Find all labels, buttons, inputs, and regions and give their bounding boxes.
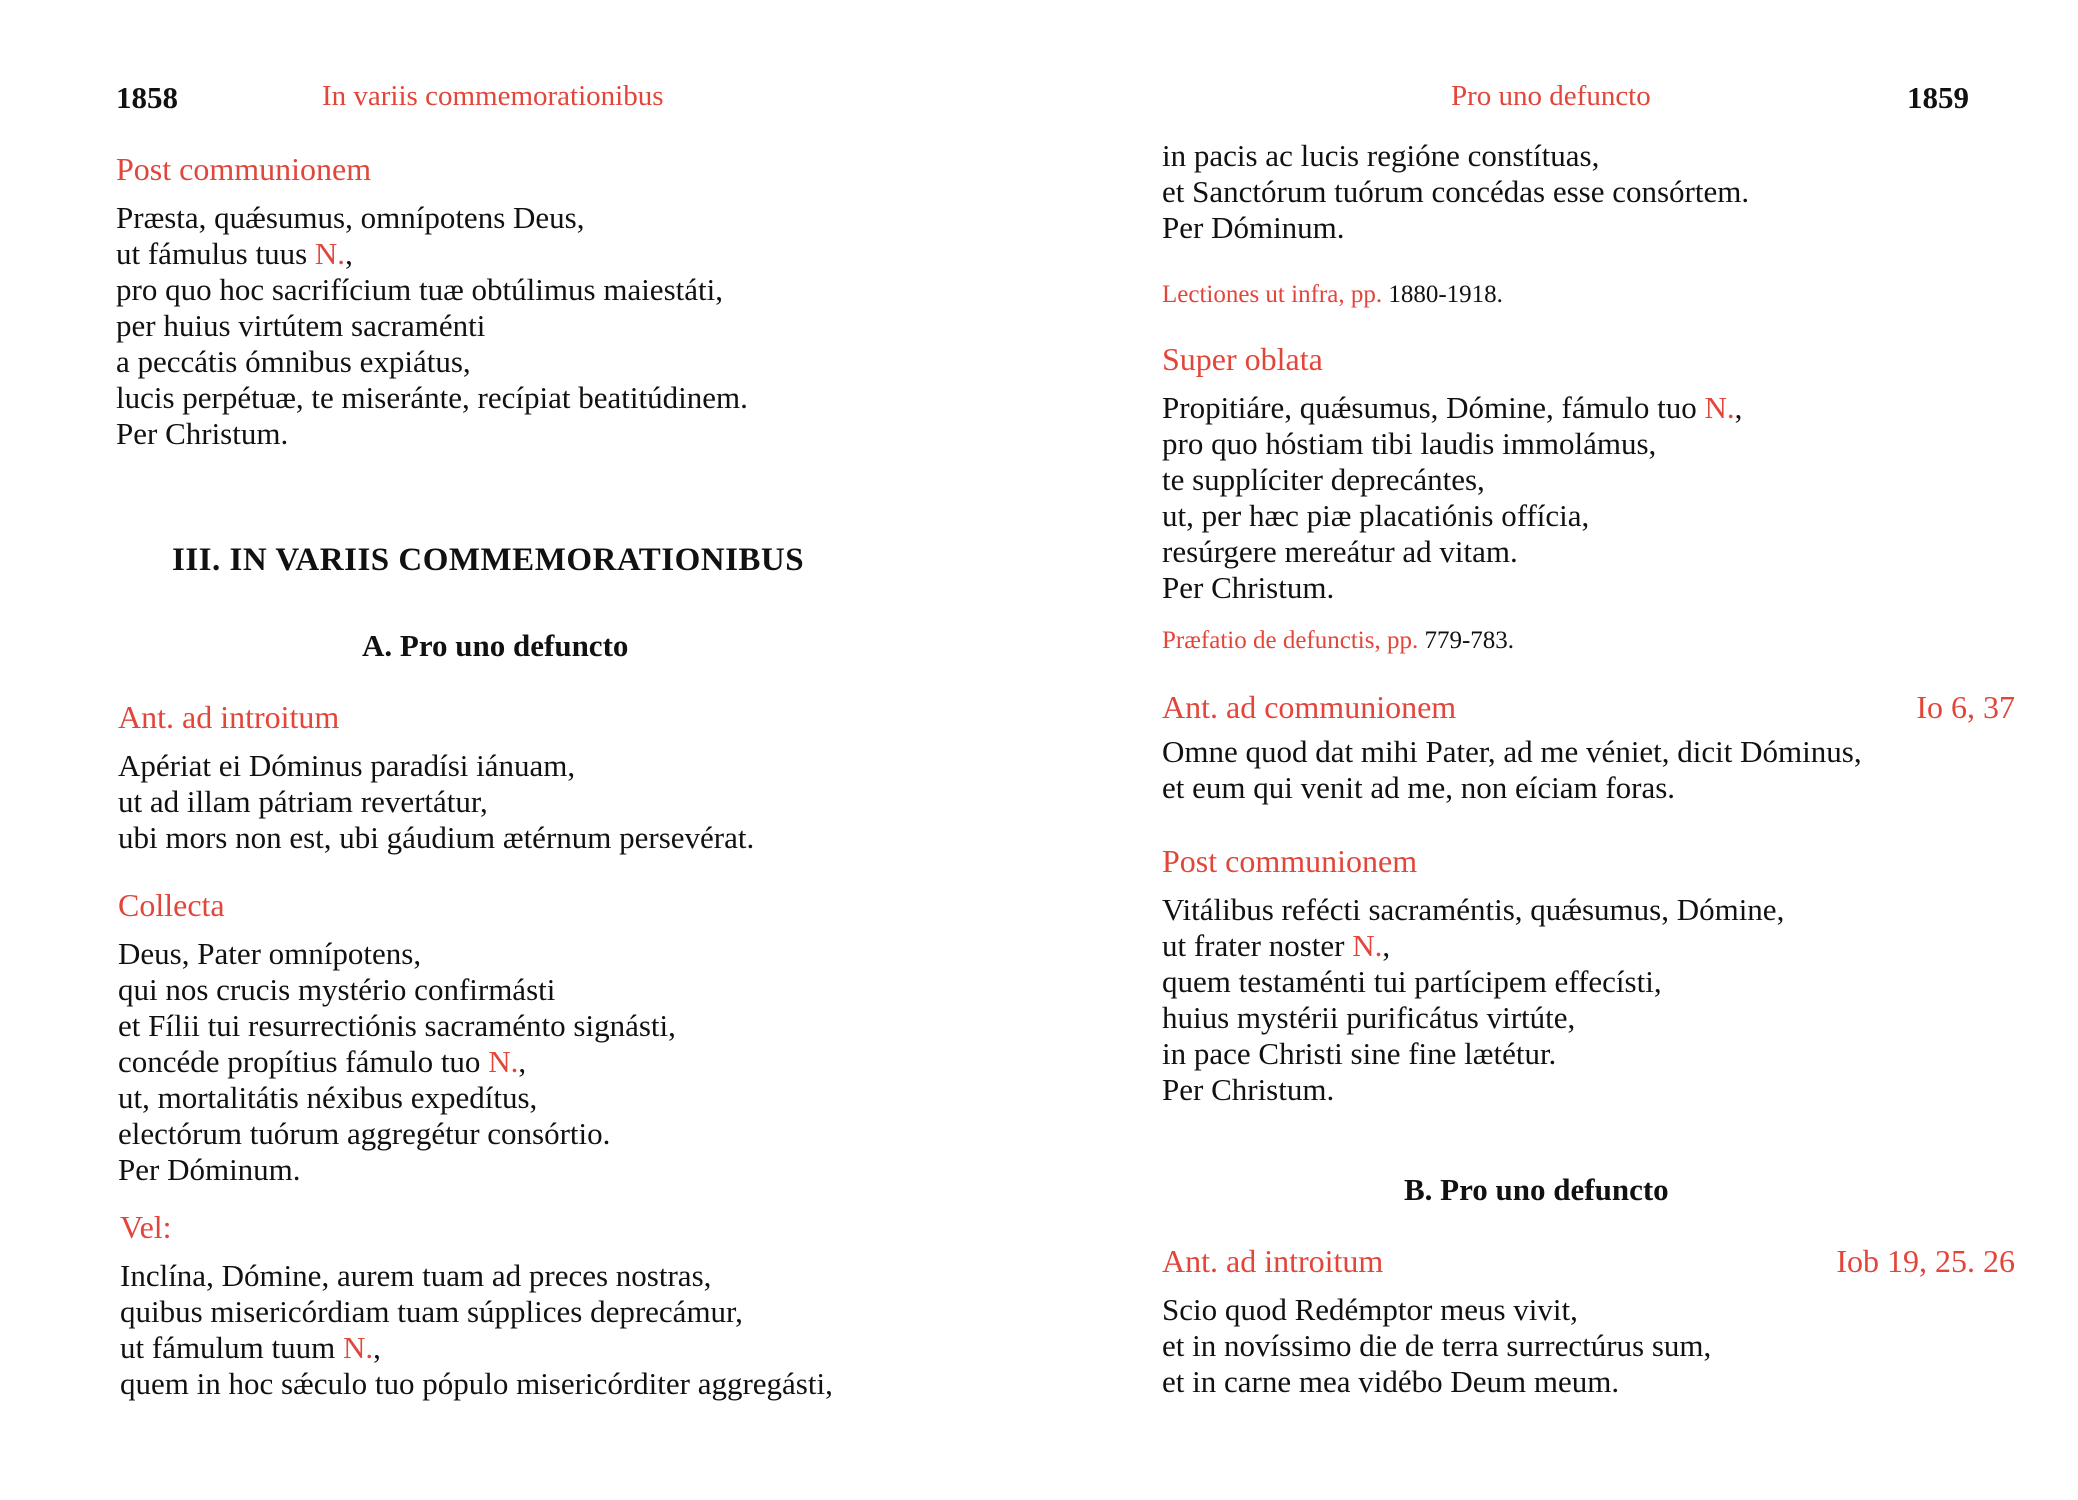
line-text: pro quo hoc sacrifícium tuæ obtúlimus maiestáti, [116,272,723,307]
ant-introitum-section [1162,1242,2015,1400]
line-text: concéde propítius fámulo tuo [118,1044,489,1079]
text-line [118,1152,676,1188]
line-text: Per Christum. [1162,570,1335,605]
text-line [1162,1292,2015,1328]
running-head: Pro uno defuncto [1451,80,1651,112]
text-line [116,416,748,452]
text-line [118,820,754,856]
continuation-section [1162,138,1749,246]
rubric-ant-introitum: Ant. ad introitum [1162,1243,1384,1279]
line-text: Per Dóminum. [1162,210,1345,245]
line-text: Inclína, Dómine, aurem tuam ad preces nostras, [120,1258,712,1293]
text-line [1162,390,1742,426]
text-line [1162,570,1742,606]
text-line [120,1366,833,1402]
text-line [116,272,748,308]
scripture-reference: Iob 19, 25. 26 [1836,1243,2015,1279]
text-line [1162,1328,2015,1364]
sub-title: B. Pro uno defuncto [1404,1172,1669,1207]
post-communionem-section [116,150,748,452]
section-title: III. IN VARIIS COMMEMORATIONIBUS [172,542,805,578]
line-text: ut ad illam pátriam revertátur, [118,784,488,819]
line-text: Deus, Pater omnípotens, [118,936,422,971]
ant-communionem-section [1162,688,2015,806]
line-text: Præsta, quǽsumus, omnípotens Deus, [116,200,585,235]
note-label: Lectiones ut infra, pp. [1162,281,1383,308]
rubric-collecta: Collecta [118,887,225,923]
collecta-section [118,886,676,1188]
name-placeholder: N. [488,1044,519,1079]
text-line [120,1294,833,1330]
text-line [116,344,748,380]
line-text: Omne quod dat mihi Pater, ad me véniet, dicit Dóminus, [1162,734,1862,769]
line-text: in pace Christi sine fine lætétur. [1162,1036,1557,1071]
text-line [1162,770,2015,806]
line-text: ut, mortalitátis néxibus expedítus, [118,1080,538,1115]
ant-introitum-section [118,698,754,856]
line-text: electórum tuórum aggregétur consórtio. [118,1116,611,1151]
name-placeholder: N. [1352,928,1383,963]
text-line [118,972,676,1008]
line-punctuation: , [345,236,353,271]
line-text: per huius virtútem sacraménti [116,308,486,343]
text-line [1162,174,1749,210]
collect-text [118,936,676,1188]
rubric-ant-introitum: Ant. ad introitum [118,699,340,735]
super-oblata-section [1162,340,1742,606]
text-line [1162,138,1749,174]
line-text: quibus misericórdiam tuam súpplices deprecámur, [120,1294,743,1329]
rubric-vel: Vel: [120,1209,172,1245]
line-text: te supplíciter deprecántes, [1162,462,1485,497]
text-line [116,236,748,272]
prayer-text [1162,390,1742,606]
line-text: et eum qui venit ad me, non eíciam foras. [1162,770,1676,805]
text-line [116,200,748,236]
antiphon-text [1162,1292,2015,1400]
line-text: quem testaménti tui partícipem effecísti, [1162,964,1662,999]
continuation-text [1162,138,1749,246]
name-placeholder: N. [1704,390,1735,425]
line-text: Per Christum. [116,416,289,451]
line-text: Vitálibus refécti sacraméntis, quǽsumus, Dómine, [1162,892,1785,927]
line-text: quem in hoc sǽculo tuo pópulo misericórditer aggregásti, [120,1366,833,1401]
text-line [1162,964,1784,1000]
text-line [118,1008,676,1044]
prayer-text [1162,892,1784,1108]
line-text: et in carne mea vidébo Deum meum. [1162,1364,1620,1399]
line-text: Propitiáre, quǽsumus, Dómine, fámulo tuo [1162,390,1705,425]
text-line [118,1080,676,1116]
line-punctuation: , [1734,390,1743,425]
note-reference: 1880-1918. [1382,281,1503,308]
text-line [116,308,748,344]
text-line [1162,462,1742,498]
text-line [1162,734,2015,770]
note-reference: 779-783. [1418,627,1515,654]
text-line [118,784,754,820]
line-text: Apériat ei Dóminus paradísi iánuam, [118,748,576,783]
line-text: et in novíssimo die de terra surrectúrus sum, [1162,1328,1712,1363]
line-text: Per Dóminum. [118,1152,301,1187]
line-text: pro quo hóstiam tibi laudis immolámus, [1162,426,1657,461]
text-line [1162,1000,1784,1036]
line-punctuation: , [518,1044,527,1079]
text-line [1162,426,1742,462]
page-number: 1859 [1907,80,1969,115]
name-placeholder: N. [343,1330,374,1365]
praefatio-note [1162,626,1514,656]
rubric-super-oblata: Super oblata [1162,341,1323,377]
line-text: in pacis ac lucis regióne constítuas, [1162,138,1600,173]
vel-section [120,1208,833,1402]
scripture-reference: Io 6, 37 [1916,689,2015,725]
text-line [118,1044,676,1080]
line-punctuation: , [1382,928,1391,963]
alternative-collect-text [120,1258,833,1402]
line-text: lucis perpétuæ, te miseránte, recípiat beatitúdinem. [116,380,748,415]
text-line [1162,928,1784,964]
lectiones-note [1162,280,1503,310]
running-head: In variis commemorationibus [322,80,664,112]
text-line [116,380,748,416]
text-line [1162,1036,1784,1072]
line-text: ubi mors non est, ubi gáudium ætérnum persevérat. [118,820,755,855]
post-communionem-section [1162,842,1784,1108]
line-text: ut frater noster [1162,928,1353,963]
text-line [1162,534,1742,570]
text-line [118,936,676,972]
page-number: 1858 [116,80,178,115]
text-line [120,1330,833,1366]
name-placeholder: N. [314,236,346,271]
sub-title: A. Pro uno defuncto [362,628,629,663]
text-line [118,748,754,784]
rubric-post-communionem: Post communionem [116,151,372,187]
right-page [1039,0,2078,1500]
text-line [118,1116,676,1152]
line-text: qui nos crucis mystério confirmásti [118,972,556,1007]
text-line [120,1258,833,1294]
antiphon-text [118,748,754,856]
rubric-post-communionem: Post communionem [1162,843,1418,879]
line-text: et Fílii tui resurrectiónis sacraménto signásti, [118,1008,676,1043]
text-line [1162,1364,2015,1400]
line-text: ut fámulum tuum [120,1330,344,1365]
note-label: Præfatio de defunctis, pp. [1162,627,1419,654]
line-text: Scio quod Redémptor meus vivit, [1162,1292,1578,1327]
line-text: Per Christum. [1162,1072,1335,1107]
prayer-text [116,200,748,452]
text-line [1162,892,1784,928]
line-punctuation: , [373,1330,381,1365]
text-line [1162,1072,1784,1108]
rubric-ant-communionem: Ant. ad communionem [1162,689,1457,725]
line-text: huius mystérii purificátus virtúte, [1162,1000,1576,1035]
antiphon-text [1162,734,2015,806]
line-text: a peccátis ómnibus expiátus, [116,344,471,379]
line-text: resúrgere mereátur ad vitam. [1162,534,1518,569]
text-line [1162,210,1749,246]
line-text: ut fámulus tuus [116,236,315,271]
text-line [1162,498,1742,534]
line-text: et Sanctórum tuórum concédas esse consórtem. [1162,174,1750,209]
line-text: ut, per hæc piæ placatiónis offícia, [1162,498,1590,533]
